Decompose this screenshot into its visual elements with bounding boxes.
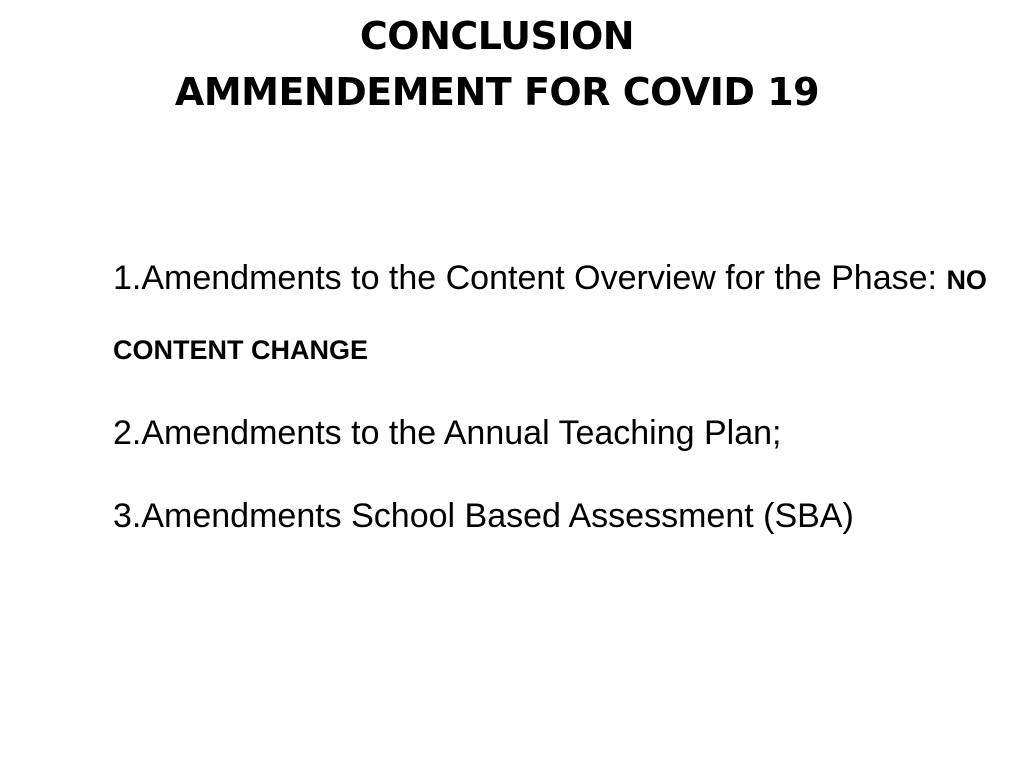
amendments-list [113, 244, 993, 568]
list-item-content-overview [113, 244, 993, 384]
no-content-change-label: NO CONTENT CHANGE [113, 265, 987, 365]
list-item-text: 1.Amendments to the Content Overview for the Phase: [113, 259, 947, 297]
list-item-text: 3.Amendments School Based Assessment (SBA) [113, 497, 854, 535]
list-item-sba [113, 482, 993, 550]
slide-title [0, 8, 994, 120]
list-item-text: 2.Amendments to the Annual Teaching Plan; [113, 414, 782, 452]
title-line-amendment: AMMENDEMENT FOR COVID 19 [174, 70, 820, 114]
title-line-conclusion: CONCLUSION [359, 14, 635, 58]
list-item-annual-teaching-plan [113, 402, 993, 464]
